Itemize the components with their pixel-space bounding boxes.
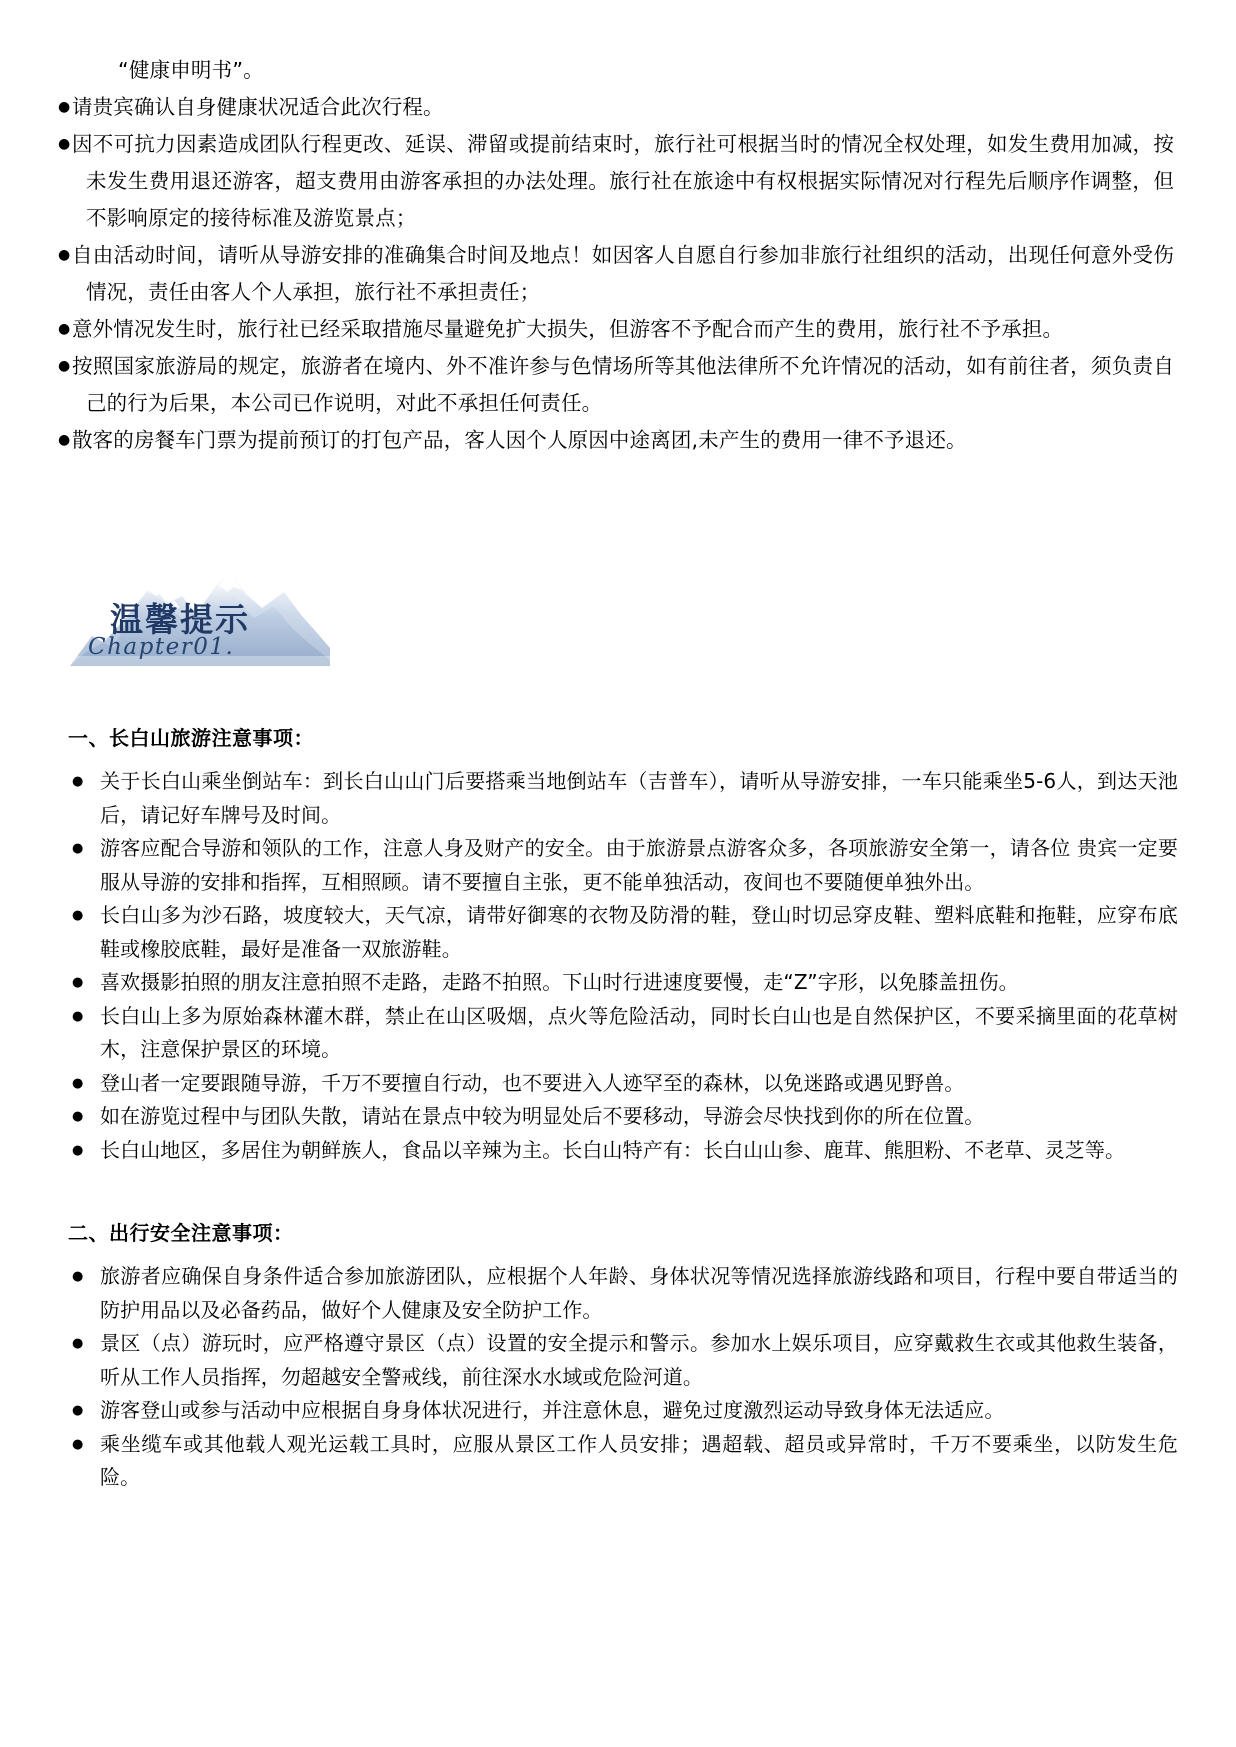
top-notice-block	[0, 52, 1236, 459]
bullet-dot-icon: ●	[72, 774, 84, 789]
list-item	[0, 1000, 1236, 1067]
list-item-text: 乘坐缆车或其他载人观光运载工具时，应服从景区工作人员安排；遇超载、超员或异常时，千万不要乘坐，以防发生危险。	[100, 1431, 1178, 1489]
list-item	[0, 1067, 1236, 1101]
list-item: ● 自由活动时间，请听从导游安排的准确集合时间及地点！如因客人自愿自行参加非旅行社组织的活动，出现任何意外受伤情况，责任由客人个人承担，旅行社不承担责任；	[58, 243, 1174, 304]
chapter-banner	[70, 556, 330, 666]
section-2-list	[0, 1260, 1236, 1495]
list-item-text: 长白山上多为原始森林灌木群，禁止在山区吸烟，点火等危险活动，同时长白山也是自然保护区，不要采摘里面的花草树木，注意保护景区的环境。	[100, 1003, 1178, 1061]
list-item-text: 按照国家旅游局的规定，旅游者在境内、外不准许参与色情场所等其他法律所不允许情况的活动，如有前往者，须负责自己的行为后果，本公司已作说明，对此不承担任何责任。	[72, 354, 1174, 415]
bullet-dot-icon: ●	[72, 1008, 84, 1024]
list-item-text: 意外情况发生时，旅行社已经采取措施尽量避免扩大损失，但游客不予配合而产生的费用，旅行社不予承担。	[72, 317, 1064, 341]
list-item: ● 请贵宾确认自身健康状况适合此次行程。	[58, 95, 444, 119]
list-item: ● 因不可抗力因素造成团队行程更改、延误、滞留或提前结束时，旅行社可根据当时的情况全权处理，如发生费用加减，按未发生费用退还游客，超支费用由游客承担的办法处理。旅行社在旅途中有权根据实际情况对行程先后顺序作调整，但不影响原定的接待标准及游览景点；	[58, 132, 1174, 230]
list-item-text: 自由活动时间，请听从导游安排的准确集合时间及地点！如因客人自愿自行参加非旅行社组织的活动，出现任何意外受伤情况，责任由客人个人承担，旅行社不承担责任；	[72, 243, 1174, 304]
notes-sections	[0, 722, 1236, 1495]
bullet-dot-icon: ●	[72, 1075, 84, 1091]
section-1-list	[0, 765, 1236, 1167]
list-item: ● 按照国家旅游局的规定，旅游者在境内、外不准许参与色情场所等其他法律所不允许情况的活动，如有前往者，须负责自己的行为后果，本公司已作说明，对此不承担任何责任。	[58, 354, 1174, 415]
list-item	[0, 899, 1236, 966]
list-item-text: 旅游者应确保自身条件适合参加旅游团队，应根据个人年龄、身体状况等情况选择旅游线路和项目，行程中要自带适当的防护用品以及必备药品，做好个人健康及安全防护工作。	[100, 1264, 1178, 1322]
list-item	[0, 1394, 1236, 1428]
list-item: ● 散客的房餐车门票为提前预订的打包产品，客人因个人原因中途离团,未产生的费用一律不予退还。	[58, 428, 967, 452]
list-item-text: 喜欢摄影拍照的朋友注意拍照不走路，走路不拍照。下山时行进速度要慢，走“Z”字形，以免膝盖扭伤。	[100, 970, 1019, 994]
list-item	[0, 966, 1236, 1000]
list-item-text: 散客的房餐车门票为提前预订的打包产品，客人因个人原因中途离团,未产生的费用一律不予退还。	[72, 428, 967, 452]
bullet-dot-icon: ●	[72, 1403, 84, 1418]
list-item: ● 意外情况发生时，旅行社已经采取措施尽量避免扩大损失，但游客不予配合而产生的费用，旅行社不予承担。	[58, 317, 1064, 341]
list-item	[0, 765, 1236, 832]
list-item-text: 游客应配合导游和领队的工作，注意人身及财产的安全。由于旅游景点游客众多，各项旅游安全第一，请各位 贵宾一定要服从导游的安排和指挥，互相照顾。请不要擅自主张，更不能单独活动，夜间也不要随便单独外出。	[100, 836, 1178, 894]
bullet-dot-icon: ●	[72, 1142, 84, 1158]
bullet-dot-icon: ●	[72, 908, 84, 923]
list-item	[0, 1100, 1236, 1134]
list-item-text: 因不可抗力因素造成团队行程更改、延误、滞留或提前结束时，旅行社可根据当时的情况全权处理，如发生费用加减，按未发生费用退还游客，超支费用由游客承担的办法处理。旅行社在旅途中有权根据实际情况对行程先后顺序作调整，但不影响原定的接待标准及游览景点；	[72, 132, 1174, 230]
bullet-dot-icon: ●	[72, 975, 84, 990]
list-item	[0, 1327, 1236, 1394]
section-heading-1: 一、长白山旅游注意事项：	[68, 726, 314, 750]
list-item	[0, 1260, 1236, 1327]
list-item-text: 请贵宾确认自身健康状况适合此次行程。	[72, 95, 444, 119]
list-item-text: 登山者一定要跟随导游，千万不要擅自行动，也不要进入人迹罕至的森林，以免迷路或遇见野兽。	[100, 1070, 965, 1095]
section-heading-2: 二、出行安全注意事项：	[68, 1221, 294, 1245]
list-item-text: 如在游览过程中与团队失散，请站在景点中较为明显处后不要移动，导游会尽快找到你的所在位置。	[100, 1104, 985, 1128]
bullet-dot-icon: ●	[72, 1109, 84, 1124]
bullet-dot-icon: ●	[72, 1269, 84, 1284]
list-item-text: 长白山地区，多居住为朝鲜族人，食品以辛辣为主。长白山特产有：长白山山参、鹿茸、熊胆粉、不老草、灵芝等。	[100, 1137, 1126, 1162]
banner-subtitle: Chapter01.	[88, 634, 235, 660]
list-item	[0, 832, 1236, 899]
list-item-text: 游客登山或参与活动中应根据自身身体状况进行，并注意休息，避免过度激烈运动导致身体无法适应。	[100, 1398, 1005, 1422]
list-item-text: 关于长白山乘坐倒站车：到长白山山门后要搭乘当地倒站车（吉普车），请听从导游安排，一车只能乘坐5-6人，到达天池后，请记好车牌号及时间。	[100, 769, 1178, 827]
list-item	[0, 1134, 1236, 1168]
bullet-dot-icon: ●	[72, 1436, 84, 1452]
list-item-text: 长白山多为沙石路，坡度较大，天气凉，请带好御寒的衣物及防滑的鞋，登山时切忌穿皮鞋、塑料底鞋和拖鞋，应穿布底鞋或橡胶底鞋，最好是准备一双旅游鞋。	[100, 903, 1178, 961]
banner-title: 温馨提示	[110, 600, 250, 639]
list-item	[0, 1428, 1236, 1495]
continuation-line: “健康申明书”。	[118, 58, 264, 82]
bullet-dot-icon: ●	[72, 841, 84, 856]
bullet-dot-icon: ●	[72, 1336, 84, 1351]
list-item-text: 景区（点）游玩时，应严格遵守景区（点）设置的安全提示和警示。参加水上娱乐项目，应穿戴救生衣或其他救生装备，听从工作人员指挥，勿超越安全警戒线，前往深水水域或危险河道。	[100, 1331, 1178, 1389]
top-bullet-list	[0, 89, 1236, 459]
